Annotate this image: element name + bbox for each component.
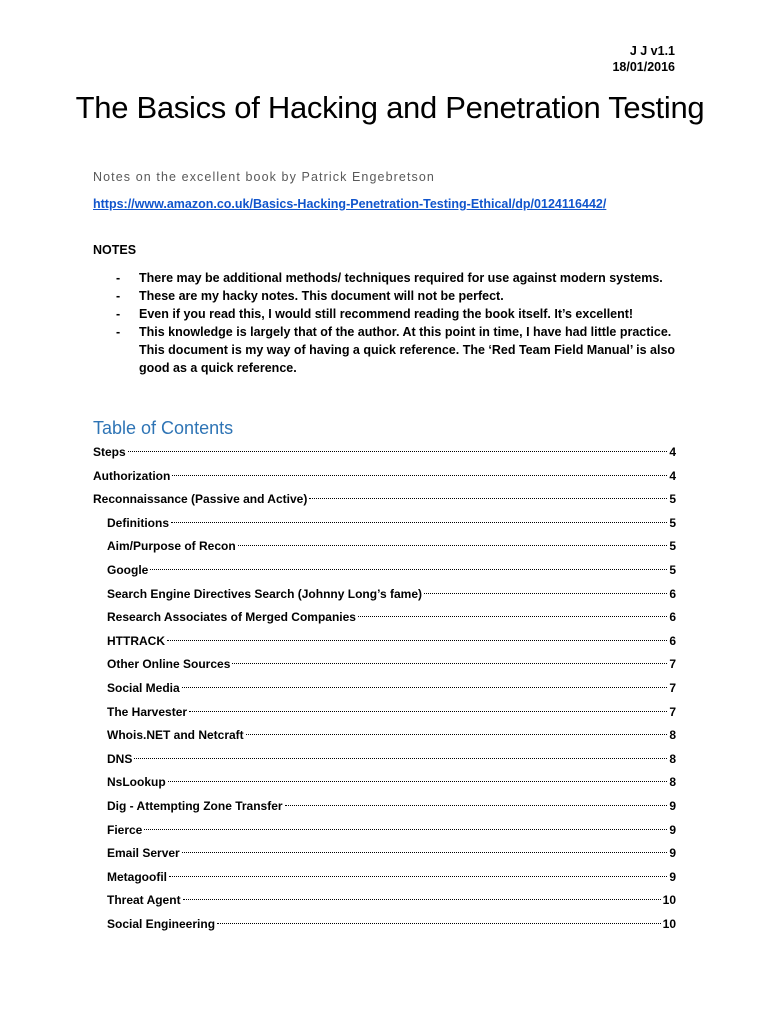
toc-dot-leader xyxy=(182,687,668,688)
toc-entry-steps[interactable] xyxy=(93,443,676,467)
notes-item-text: Even if you read this, I would still recommend reading the book itself. It’s excellent! xyxy=(139,307,634,321)
toc-entry-label: Fierce xyxy=(107,822,143,837)
toc-entry-research-associates[interactable] xyxy=(93,608,676,632)
toc-heading: Table of Contents xyxy=(93,418,234,438)
toc-page-number: 4 xyxy=(669,468,676,483)
toc-entry-metagoofil[interactable] xyxy=(93,868,676,892)
toc-page-number: 6 xyxy=(669,633,676,648)
toc-entry-email-server[interactable] xyxy=(93,844,676,868)
toc-entry-definitions[interactable] xyxy=(93,514,676,538)
toc-entry-aim-purpose[interactable] xyxy=(93,537,676,561)
version-label: J J v1.1 xyxy=(629,44,675,58)
notes-item-text: There may be additional methods/ techniques required for use against modern systems. xyxy=(139,271,663,285)
list-dash: - xyxy=(116,307,121,321)
toc-page-number: 5 xyxy=(669,515,676,530)
toc-dot-leader xyxy=(182,852,668,853)
toc-page-number: 4 xyxy=(669,445,676,459)
toc-page-number: 6 xyxy=(669,586,676,601)
toc-entry-label: Whois.NET and Netcraft xyxy=(107,728,244,743)
toc-page-number: 5 xyxy=(669,492,676,507)
toc-entry-fierce[interactable] xyxy=(93,821,676,845)
toc-entry-label: Research Associates of Merged Companies xyxy=(107,610,356,625)
toc-entry-label: Google xyxy=(107,562,149,577)
list-dash: - xyxy=(116,289,121,303)
toc-dot-leader xyxy=(134,758,667,759)
toc-dot-leader xyxy=(424,593,667,594)
toc-entry-label: Aim/Purpose of Recon xyxy=(107,539,236,554)
list-dash: - xyxy=(116,325,121,339)
toc-page-number: 5 xyxy=(669,539,676,554)
toc-dot-leader xyxy=(150,569,667,570)
toc-dot-leader xyxy=(309,498,667,499)
toc-entry-label: Dig - Attempting Zone Transfer xyxy=(107,798,283,813)
toc-page-number: 10 xyxy=(662,916,676,931)
notes-item-text: These are my hacky notes. This document will not be perfect. xyxy=(139,289,504,303)
toc-entry-search-engine-directives[interactable] xyxy=(93,585,676,609)
toc-entry-social-engineering[interactable] xyxy=(93,915,676,939)
notes-heading: NOTES xyxy=(93,243,137,257)
toc-entry-label: Other Online Sources xyxy=(107,657,231,672)
toc-entry-google[interactable] xyxy=(93,561,676,585)
toc-dot-leader xyxy=(246,734,668,735)
toc-page-number: 10 xyxy=(662,893,676,908)
toc-dot-leader xyxy=(168,781,668,782)
toc-entry-dig-zone-transfer[interactable] xyxy=(93,797,676,821)
toc-entry-label: Search Engine Directives Search (Johnny Long’s fame) xyxy=(107,586,422,601)
toc-entry-label: Authorization xyxy=(93,468,171,483)
document-title: The Basics of Hacking and Penetration Testing xyxy=(75,90,705,125)
toc-entry-nslookup[interactable] xyxy=(93,773,676,797)
toc-entry-label: Metagoofil xyxy=(107,869,167,884)
toc-page-number: 7 xyxy=(669,680,676,695)
toc-entry-label: DNS xyxy=(107,751,133,766)
toc-entry-httrack[interactable] xyxy=(93,632,676,656)
toc-entry-label: Reconnaissance (Passive and Active) xyxy=(93,492,308,507)
notes-list xyxy=(93,269,678,377)
toc-dot-leader xyxy=(167,640,667,641)
toc-entry-other-online-sources[interactable] xyxy=(93,655,676,679)
version-block xyxy=(612,43,675,75)
toc-page-number: 9 xyxy=(669,798,676,813)
toc-entry-whois-netcraft[interactable] xyxy=(93,726,676,750)
document-subtitle: Notes on the excellent book by Patrick Engebretson xyxy=(93,170,435,184)
toc-dot-leader xyxy=(285,805,668,806)
notes-item xyxy=(93,305,678,323)
toc-page-number: 7 xyxy=(669,657,676,672)
notes-item xyxy=(93,323,678,377)
toc-page-number: 8 xyxy=(669,728,676,743)
toc-entry-label: HTTRACK xyxy=(107,633,165,648)
toc-entry-label: Social Engineering xyxy=(107,916,216,931)
toc-dot-leader xyxy=(172,475,667,476)
toc-entry-the-harvester[interactable] xyxy=(93,703,676,727)
toc-page-number: 9 xyxy=(669,822,676,837)
toc-page-number: 9 xyxy=(669,846,676,861)
notes-item xyxy=(93,269,678,287)
toc-entry-authorization[interactable] xyxy=(93,467,676,491)
toc-entry-label: The Harvester xyxy=(107,704,188,719)
toc-entry-dns[interactable] xyxy=(93,750,676,774)
table-of-contents xyxy=(93,443,676,938)
toc-entry-label: Threat Agent xyxy=(107,893,181,908)
toc-page-number: 5 xyxy=(669,562,676,577)
toc-dot-leader xyxy=(128,451,668,452)
document-date: 18/01/2016 xyxy=(612,60,675,74)
toc-dot-leader xyxy=(189,711,667,712)
toc-entry-label: Definitions xyxy=(107,515,169,530)
toc-entry-label: Steps xyxy=(93,445,126,459)
toc-entry-label: Email Server xyxy=(107,846,180,861)
toc-dot-leader xyxy=(169,876,667,877)
toc-page-number: 8 xyxy=(669,775,676,790)
toc-dot-leader xyxy=(183,899,661,900)
list-dash: - xyxy=(116,271,121,285)
book-link[interactable]: https://www.amazon.co.uk/Basics-Hacking-Penetration-Testing-Ethical/dp/0124116442/ xyxy=(93,197,607,211)
toc-dot-leader xyxy=(358,616,667,617)
toc-dot-leader xyxy=(171,522,667,523)
toc-entry-reconnaissance[interactable] xyxy=(93,490,676,514)
toc-entry-threat-agent[interactable] xyxy=(93,891,676,915)
toc-page-number: 6 xyxy=(669,610,676,625)
toc-entry-label: Social Media xyxy=(107,680,180,695)
toc-page-number: 7 xyxy=(669,704,676,719)
toc-page-number: 9 xyxy=(669,869,676,884)
toc-dot-leader xyxy=(217,923,661,924)
toc-entry-social-media[interactable] xyxy=(93,679,676,703)
notes-item xyxy=(93,287,678,305)
toc-dot-leader xyxy=(232,663,667,664)
toc-dot-leader xyxy=(144,829,667,830)
toc-page-number: 8 xyxy=(669,751,676,766)
notes-item-text: This knowledge is largely that of the author. At this point in time, I have had little practice. This document is my way of having a quick reference. The ‘Red Team Field Manual’ is also good as a quick reference. xyxy=(139,325,676,375)
toc-dot-leader xyxy=(238,545,668,546)
toc-entry-label: NsLookup xyxy=(107,775,166,790)
